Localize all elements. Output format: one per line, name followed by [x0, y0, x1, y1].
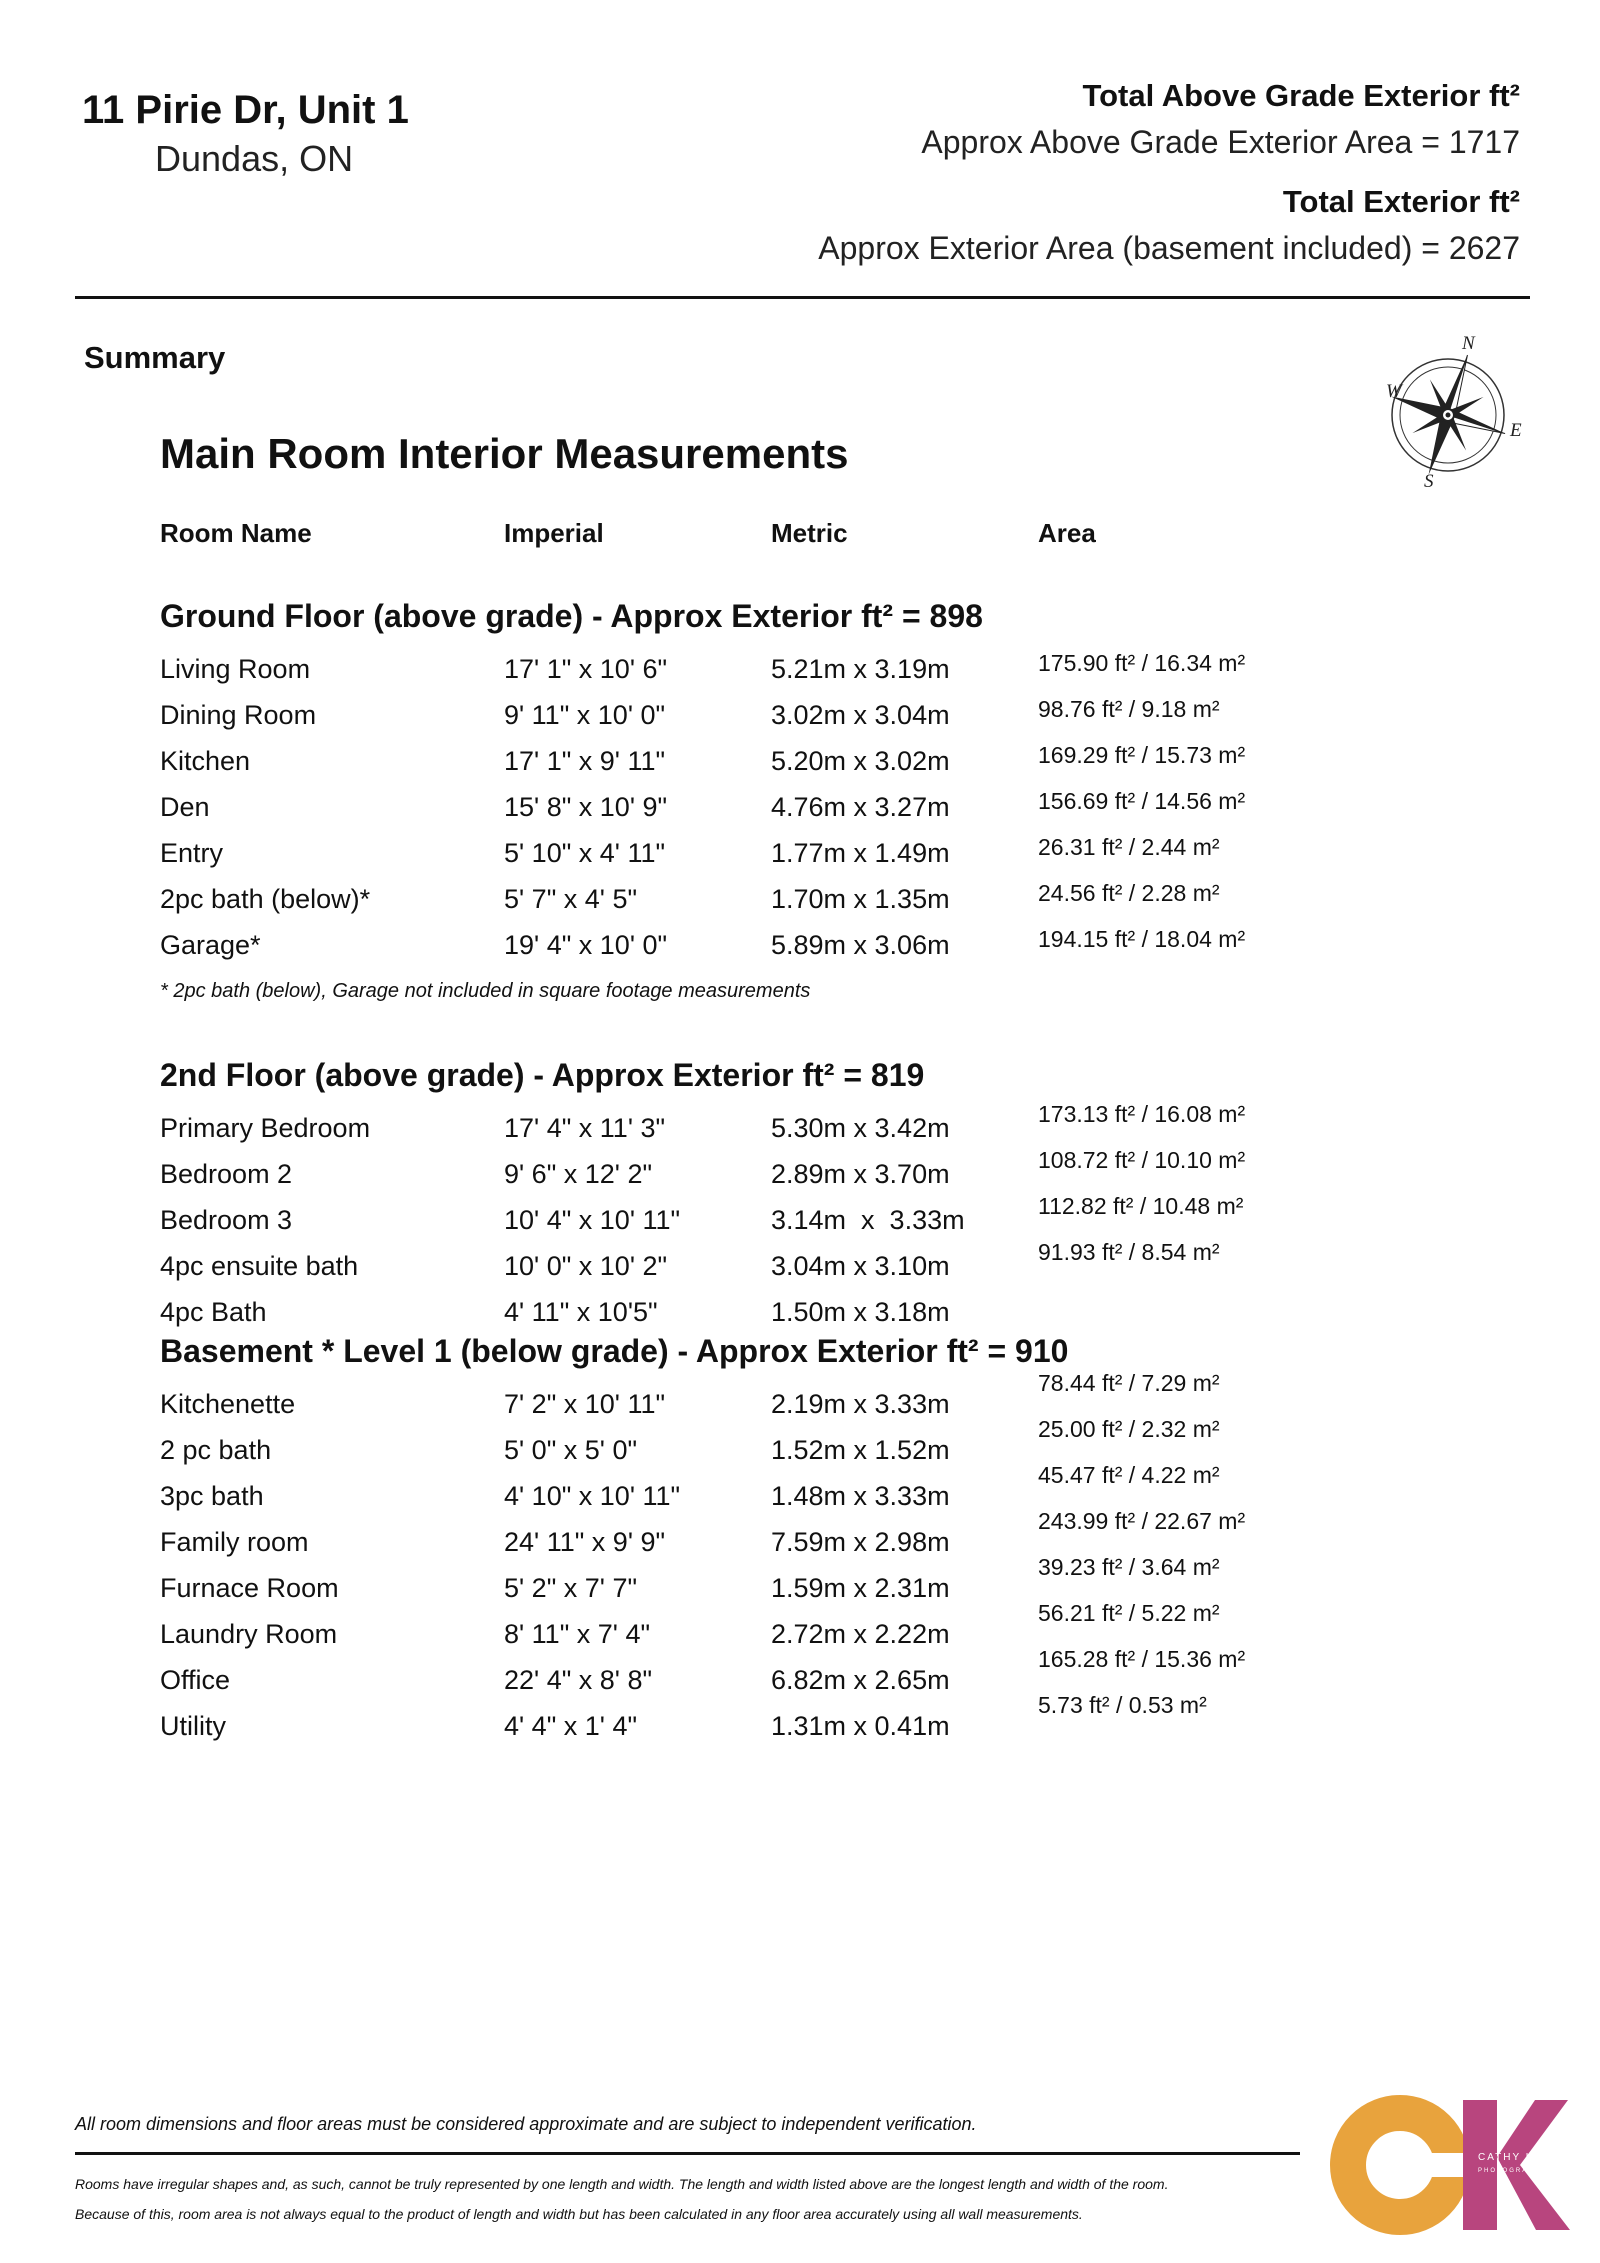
- room-metric: 1.50m x 3.18m: [771, 1297, 950, 1327]
- table-row: [0, 788, 1600, 832]
- table-row: [0, 1147, 1600, 1199]
- footer-disclaimer: All room dimensions and floor areas must be considered approximate and are subject to independent verification.: [75, 2114, 977, 2134]
- room-imperial: 10' 4" x 10' 11": [504, 1205, 681, 1235]
- room-metric: 3.02m x 3.04m: [771, 700, 950, 730]
- room-metric: 2.19m x 3.33m: [771, 1389, 950, 1419]
- footer-fine-print-1: Rooms have irregular shapes and, as such, cannot be truly represented by one length and width. The length and width listed above are the longest length and width of the room.: [75, 2176, 1169, 2192]
- room-imperial: 8' 11" x 7' 4": [504, 1619, 651, 1649]
- room-imperial: 4' 11" x 10'5": [504, 1297, 658, 1327]
- room-metric: 6.82m x 2.65m: [771, 1665, 950, 1695]
- room-area: 112.82 ft² / 10.48 m²: [1038, 1193, 1244, 1219]
- table-row: [0, 1416, 1600, 1475]
- room-metric: 3.14m x 3.33m: [771, 1205, 965, 1235]
- summary-label: Summary: [84, 340, 226, 375]
- compass-rose-icon: [1388, 330, 1538, 495]
- room-imperial: 5' 2" x 7' 7": [504, 1573, 638, 1603]
- section-title-second-floor: 2nd Floor (above grade) - Approx Exterior ft² = 819: [160, 1057, 925, 1093]
- room-name: 2pc bath (below)*: [160, 884, 371, 914]
- compass-n: N: [1462, 333, 1475, 354]
- room-name: Kitchen: [160, 746, 251, 776]
- compass-e: E: [1510, 420, 1522, 441]
- room-name: Living Room: [160, 654, 311, 684]
- room-metric: 1.52m x 1.52m: [771, 1435, 950, 1465]
- table-row: [0, 1692, 1600, 1751]
- table-row: [0, 1370, 1600, 1429]
- room-metric: 7.59m x 2.98m: [771, 1527, 950, 1557]
- table-row: [0, 1600, 1600, 1659]
- room-metric: 5.21m x 3.19m: [771, 654, 950, 684]
- room-metric: 1.48m x 3.33m: [771, 1481, 950, 1511]
- room-name: Dining Room: [160, 700, 317, 730]
- room-metric: 2.72m x 2.22m: [771, 1619, 950, 1649]
- room-name: Garage*: [160, 930, 261, 960]
- room-imperial: 24' 11" x 9' 9": [504, 1527, 666, 1557]
- table-row: [0, 926, 1600, 970]
- room-imperial: 17' 4" x 11' 3": [504, 1113, 666, 1143]
- header-divider: [75, 296, 1530, 299]
- room-area: 5.73 ft² / 0.53 m²: [1038, 1692, 1207, 1718]
- logo-line1: CATHY KOOP: [1478, 2152, 1563, 2163]
- room-imperial: 4' 10" x 10' 11": [504, 1481, 681, 1511]
- room-area: 78.44 ft² / 7.29 m²: [1038, 1370, 1220, 1396]
- room-area: 194.15 ft² / 18.04 m²: [1038, 926, 1246, 952]
- table-row: [0, 1508, 1600, 1567]
- room-area: 98.76 ft² / 9.18 m²: [1038, 696, 1220, 722]
- table-row: [0, 880, 1600, 924]
- above-grade-value: Approx Above Grade Exterior Area = 1717: [921, 124, 1520, 160]
- room-metric: 5.30m x 3.42m: [771, 1113, 950, 1143]
- room-area: 91.93 ft² / 8.54 m²: [1038, 1239, 1220, 1265]
- room-area: 156.69 ft² / 14.56 m²: [1038, 788, 1246, 814]
- above-grade-title: Total Above Grade Exterior ft²: [1082, 78, 1520, 113]
- property-address: 11 Pirie Dr, Unit 1: [82, 88, 409, 132]
- column-header-room: Room Name: [160, 518, 312, 548]
- room-metric: 1.77m x 1.49m: [771, 838, 950, 868]
- room-imperial: 10' 0" x 10' 2": [504, 1251, 668, 1281]
- room-metric: 3.04m x 3.10m: [771, 1251, 950, 1281]
- room-imperial: 19' 4" x 10' 0": [504, 930, 668, 960]
- room-metric: 1.59m x 2.31m: [771, 1573, 950, 1603]
- room-imperial: 7' 2" x 10' 11": [504, 1389, 666, 1419]
- room-imperial: 4' 4" x 1' 4": [504, 1711, 638, 1741]
- room-area: 108.72 ft² / 10.10 m²: [1038, 1147, 1246, 1173]
- room-metric: 1.70m x 1.35m: [771, 884, 950, 914]
- room-area: 175.90 ft² / 16.34 m²: [1038, 650, 1246, 676]
- column-header-imperial: Imperial: [504, 518, 604, 548]
- column-header-area: Area: [1038, 518, 1096, 548]
- room-area: 56.21 ft² / 5.22 m²: [1038, 1600, 1220, 1626]
- table-row: [0, 742, 1600, 786]
- table-row: [0, 1462, 1600, 1521]
- section-title-basement: Basement * Level 1 (below grade) - Approx Exterior ft² = 910: [160, 1333, 1069, 1369]
- table-row: [0, 1297, 1600, 1337]
- room-name: Kitchenette: [160, 1389, 296, 1419]
- room-imperial: 5' 7" x 4' 5": [504, 884, 638, 914]
- room-name: Den: [160, 792, 210, 822]
- room-name: Furnace Room: [160, 1573, 339, 1603]
- compass-s: S: [1424, 471, 1434, 492]
- footer-fine-print-2: Because of this, room area is not always equal to the product of length and width but has been calculated in any floor area accurately using all wall measurements.: [75, 2206, 1083, 2222]
- ground-floor-note: * 2pc bath (below), Garage not included in square footage measurements: [160, 980, 811, 1002]
- room-name: Laundry Room: [160, 1619, 338, 1649]
- compass-w: W: [1386, 381, 1402, 402]
- room-name: 4pc ensuite bath: [160, 1251, 359, 1281]
- total-exterior-title: Total Exterior ft²: [1282, 184, 1520, 219]
- room-area: 39.23 ft² / 3.64 m²: [1038, 1554, 1220, 1580]
- table-row: [0, 1101, 1600, 1153]
- table-row: [0, 834, 1600, 878]
- section-title-ground-floor: Ground Floor (above grade) - Approx Exterior ft² = 898: [160, 598, 983, 634]
- room-area: 26.31 ft² / 2.44 m²: [1038, 834, 1220, 860]
- room-area: 173.13 ft² / 16.08 m²: [1038, 1101, 1246, 1127]
- room-imperial: 5' 10" x 4' 11": [504, 838, 666, 868]
- table-row: [0, 1193, 1600, 1245]
- room-name: Bedroom 2: [160, 1159, 293, 1189]
- room-name: 2 pc bath: [160, 1435, 272, 1465]
- room-imperial: 22' 4" x 8' 8": [504, 1665, 653, 1695]
- room-metric: 4.76m x 3.27m: [771, 792, 950, 822]
- table-row: [0, 696, 1600, 740]
- room-metric: 5.20m x 3.02m: [771, 746, 950, 776]
- room-name: 4pc Bath: [160, 1297, 267, 1327]
- room-name: Office: [160, 1665, 231, 1695]
- room-metric: 5.89m x 3.06m: [771, 930, 950, 960]
- room-name: Entry: [160, 838, 224, 868]
- room-area: 165.28 ft² / 15.36 m²: [1038, 1646, 1246, 1672]
- room-imperial: 5' 0" x 5' 0": [504, 1435, 638, 1465]
- room-name: Family room: [160, 1527, 309, 1557]
- room-imperial: 17' 1" x 9' 11": [504, 746, 666, 776]
- room-imperial: 9' 11" x 10' 0": [504, 700, 666, 730]
- room-imperial: 9' 6" x 12' 2": [504, 1159, 653, 1189]
- room-imperial: 17' 1" x 10' 6": [504, 654, 668, 684]
- total-exterior-value: Approx Exterior Area (basement included) = 2627: [818, 230, 1520, 266]
- room-imperial: 15' 8" x 10' 9": [504, 792, 668, 822]
- footer-divider: [75, 2152, 1300, 2155]
- property-city: Dundas, ON: [155, 138, 354, 179]
- logo-line2: PHOTOGRAPHY: [1478, 2168, 1547, 2174]
- table-title: Main Room Interior Measurements: [160, 430, 849, 477]
- room-area: 169.29 ft² / 15.73 m²: [1038, 742, 1246, 768]
- table-row: [0, 1646, 1600, 1705]
- room-name: Bedroom 3: [160, 1205, 293, 1235]
- table-row: [0, 650, 1600, 694]
- room-area: 243.99 ft² / 22.67 m²: [1038, 1508, 1246, 1534]
- room-metric: 1.31m x 0.41m: [771, 1711, 950, 1741]
- room-area: 45.47 ft² / 4.22 m²: [1038, 1462, 1220, 1488]
- room-area: 25.00 ft² / 2.32 m²: [1038, 1416, 1220, 1442]
- room-area: 24.56 ft² / 2.28 m²: [1038, 880, 1220, 906]
- room-name: Utility: [160, 1711, 226, 1741]
- room-name: Primary Bedroom: [160, 1113, 371, 1143]
- room-metric: 2.89m x 3.70m: [771, 1159, 950, 1189]
- cathy-koop-logo: [1330, 2095, 1580, 2240]
- table-row: [0, 1554, 1600, 1613]
- column-header-metric: Metric: [771, 518, 848, 548]
- room-name: 3pc bath: [160, 1481, 264, 1511]
- table-row: [0, 1239, 1600, 1291]
